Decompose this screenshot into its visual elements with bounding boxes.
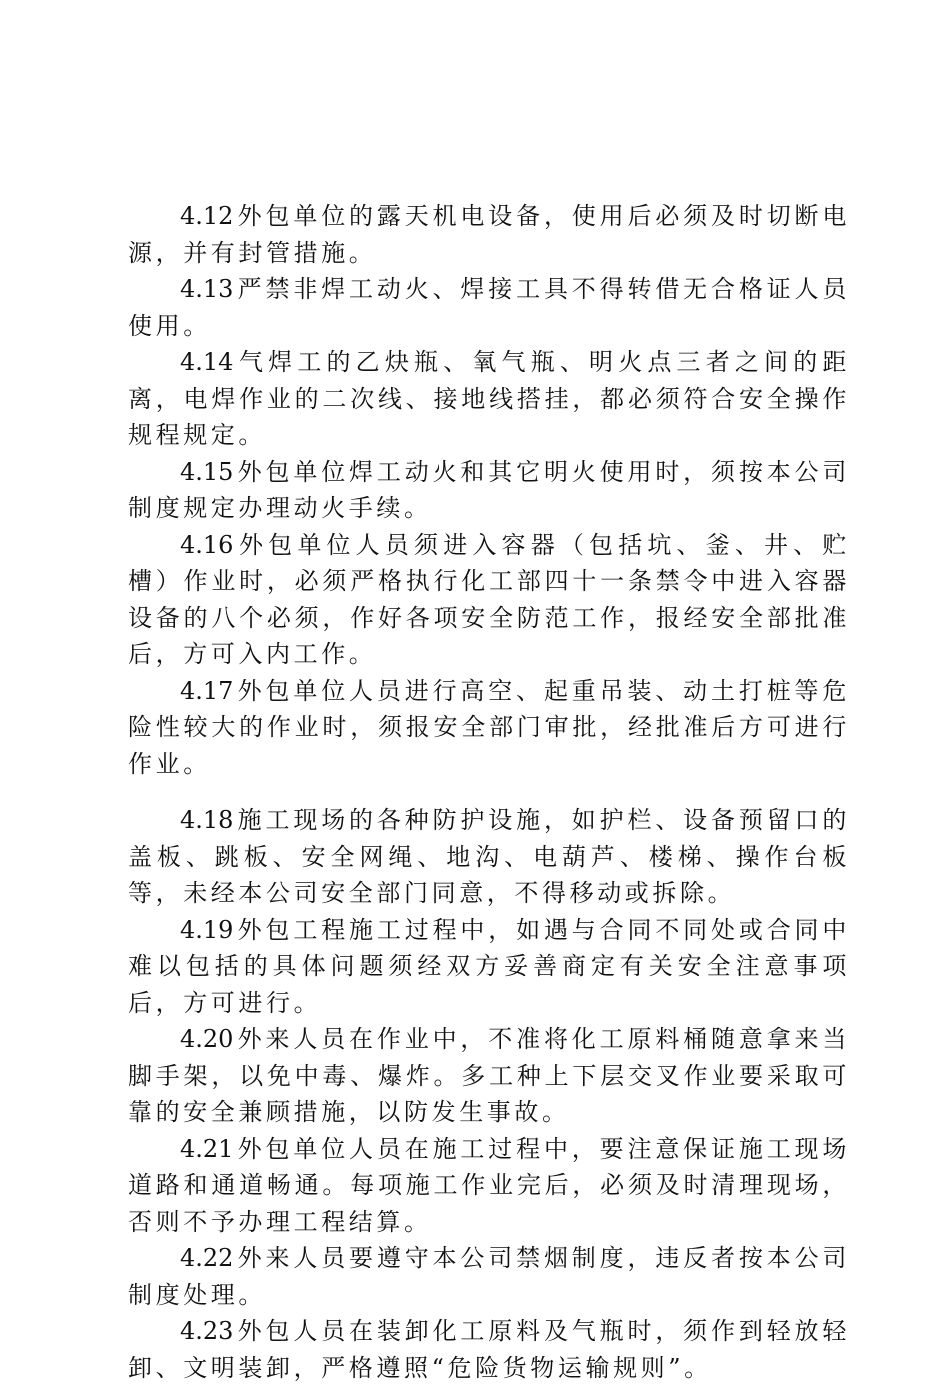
paragraph-4-15 [128, 454, 850, 527]
clause-number: 4.18 [180, 806, 234, 834]
clause-number: 4.19 [180, 915, 234, 944]
document-body [128, 198, 850, 1386]
paragraph-4-18 [128, 802, 850, 912]
clause-text: 外包单位焊工动火和其它明火使用时，须按本公司制度规定办理动火手续。 [128, 457, 850, 522]
clause-text: 外包单位的露天机电设备，使用后必须及时切断电源，并有封管措施。 [128, 202, 850, 267]
clause-number: 4.16 [180, 530, 234, 559]
clause-number: 4.12 [180, 202, 234, 230]
paragraph-4-12 [128, 198, 850, 271]
clause-number: 4.20 [180, 1025, 234, 1053]
paragraph-4-22 [128, 1240, 850, 1313]
paragraph-4-13 [128, 271, 850, 344]
paragraph-4-14 [128, 344, 850, 454]
paragraph-gap [128, 782, 850, 802]
clause-number: 4.21 [180, 1134, 234, 1163]
clause-number: 4.15 [180, 457, 234, 486]
clause-text: 施工现场的各种防护设施，如护栏、设备预留口的盖板、跳板、安全网绳、地沟、电葫芦、楼梯、操作台板等，未经本公司安全部门同意，不得移动或拆除。 [128, 806, 850, 907]
clause-text: 外包单位人员须进入容器（包括坑、釜、井、贮槽）作业时，必须严格执行化工部四十一条禁令中进入容器设备的八个必须，作好各项安全防范工作，报经安全部批准后，方可入内工作。 [128, 530, 850, 668]
paragraph-4-20 [128, 1021, 850, 1131]
clause-text: 严禁非焊工动火、焊接工具不得转借无合格证人员使用。 [128, 275, 850, 340]
clause-number: 4.17 [180, 676, 234, 705]
paragraph-4-19 [128, 912, 850, 1022]
clause-number: 4.14 [180, 348, 234, 376]
clause-number: 4.13 [180, 275, 234, 303]
paragraph-4-16 [128, 527, 850, 673]
clause-text: 外包单位人员进行高空、起重吊装、动土打桩等危险性较大的作业时，须报安全部门审批，经批准后方可进行作业。 [128, 676, 850, 778]
clause-number: 4.23 [180, 1317, 234, 1345]
clause-text: 外包人员在装卸化工原料及气瓶时，须作到轻放轻卸、文明装卸，严格遵照“危险货物运输规则”。 [128, 1317, 850, 1382]
clause-number: 4.22 [180, 1244, 234, 1272]
clause-text: 外包单位人员在施工过程中，要注意保证施工现场道路和通道畅通。每项施工作业完后，必须及时清理现场，否则不予办理工程结算。 [128, 1134, 850, 1236]
paragraph-4-23 [128, 1313, 850, 1386]
paragraph-4-21 [128, 1131, 850, 1241]
clause-text: 外来人员在作业中，不准将化工原料桶随意拿来当脚手架，以免中毒、爆炸。多工种上下层交叉作业要采取可靠的安全兼顾措施，以防发生事故。 [128, 1025, 850, 1126]
clause-text: 气焊工的乙炔瓶、氧气瓶、明火点三者之间的距离，电焊作业的二次线、接地线搭挂，都必须符合安全操作规程规定。 [128, 348, 850, 449]
clause-text: 外来人员要遵守本公司禁烟制度，违反者按本公司制度处理。 [128, 1244, 850, 1309]
paragraph-4-17 [128, 673, 850, 783]
clause-text: 外包工程施工过程中，如遇与合同不同处或合同中难以包括的具体问题须经双方妥善商定有关安全注意事项后，方可进行。 [128, 915, 850, 1017]
